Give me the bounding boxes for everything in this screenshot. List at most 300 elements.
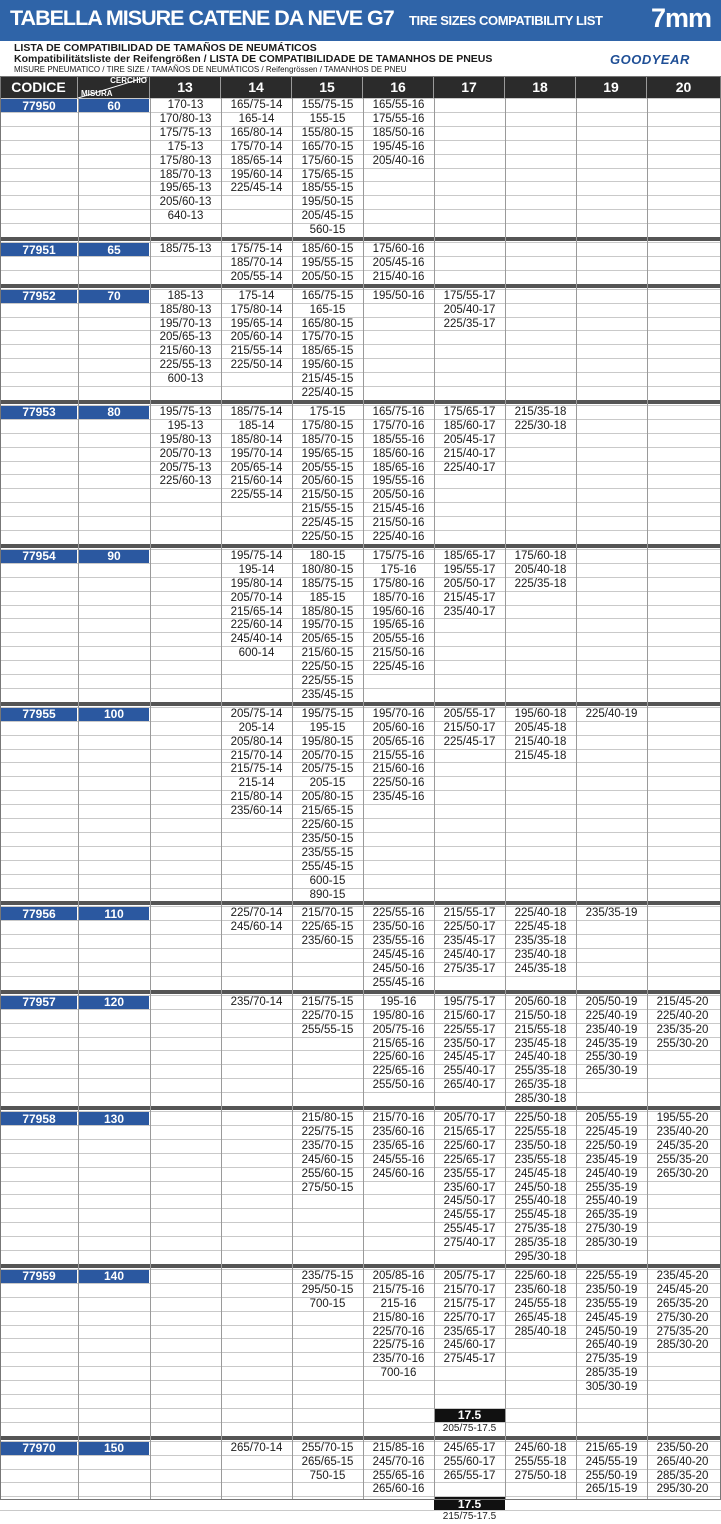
tire-size: 245/40-14 <box>230 633 283 646</box>
tire-size: 215/55-18 <box>514 1023 567 1036</box>
tire-size: 225/45-15 <box>301 517 354 530</box>
tire-size: 175/60-18 <box>514 549 567 562</box>
tire-size: 275/35-17 <box>443 963 496 975</box>
tire-size: 205/50-15 <box>301 270 354 283</box>
chain-measure: 150 <box>79 1442 149 1455</box>
tire-size: 700-15 <box>309 1297 346 1310</box>
tire-size: 215/60-14 <box>230 475 283 488</box>
tire-size: 225/45-14 <box>230 182 283 195</box>
tire-size: 205/50-16 <box>372 489 425 502</box>
tire-size: 175/60-16 <box>372 243 425 255</box>
tire-size: 295/50-15 <box>301 1283 354 1296</box>
tire-size: 225/60-17 <box>443 1139 496 1152</box>
table-row <box>0 1510 721 1524</box>
tire-size: 205/60-13 <box>159 196 212 209</box>
tire-size: 205/45-17 <box>443 433 496 446</box>
product-code: 77950 <box>1 99 77 112</box>
tire-size: 255/65-16 <box>372 1469 425 1482</box>
tire-size: 285/30-18 <box>514 1093 567 1106</box>
tire-size: 185/70-16 <box>372 591 425 604</box>
chain-measure: 70 <box>79 290 149 303</box>
tire-size: 195/50-16 <box>372 289 425 302</box>
tire-size: 180-15 <box>309 549 346 562</box>
tire-size: 205/45-18 <box>514 721 567 734</box>
tire-size: 215/60-17 <box>443 1009 496 1022</box>
tire-size: 215/70-17 <box>443 1283 496 1296</box>
tire-size: 235/45-20 <box>656 1269 709 1282</box>
tire-size: 225/40-17 <box>443 461 496 474</box>
tire-size: 245/65-17 <box>443 1441 496 1454</box>
tire-size: 205/55-15 <box>301 461 354 474</box>
subtitle-spanish: LISTA DE COMPATIBILIDAD DE TAMAÑOS DE NEUMÁTICOS <box>14 42 317 54</box>
tire-size: 275/35-18 <box>514 1223 567 1236</box>
tire-size: 255/35-18 <box>514 1065 567 1078</box>
tire-size: 205/65-14 <box>230 461 283 474</box>
chain-measure: 110 <box>79 907 149 920</box>
tire-size: 155/80-15 <box>301 126 354 139</box>
tire-size: 205/55-19 <box>585 1112 638 1124</box>
tire-size: 265/35-19 <box>585 1209 638 1222</box>
tire-size: 235/50-16 <box>372 921 425 934</box>
tire-size: 215/60-16 <box>372 763 425 776</box>
chain-measure: 90 <box>79 550 149 563</box>
chain-measure: 100 <box>79 708 149 721</box>
tire-size: 285/35-20 <box>656 1469 709 1482</box>
tire-size: 205/75-15 <box>301 763 354 776</box>
tire-size: 255/60-15 <box>301 1167 354 1180</box>
tire-size: 185/65-14 <box>230 154 283 167</box>
rim-17-5-badge: 17.5 <box>434 1497 505 1510</box>
tire-size: 195-13 <box>167 419 204 432</box>
tire-size: 225/75-16 <box>372 1339 425 1352</box>
tire-size: 235/40-17 <box>443 605 496 618</box>
column-divider <box>505 98 506 1500</box>
tire-size: 155-15 <box>309 112 346 125</box>
tire-size: 285/35-18 <box>514 1237 567 1250</box>
tire-size: 215/80-14 <box>230 791 283 804</box>
tire-size: 225/70-17 <box>443 1311 496 1324</box>
tire-size: 185/75-13 <box>159 243 212 255</box>
tire-size: 215/45-15 <box>301 373 354 386</box>
tire-size: 245/35-19 <box>585 1037 638 1050</box>
tire-size: 205/55-14 <box>230 270 283 283</box>
tire-size: 225/65-15 <box>301 921 354 934</box>
tire-size: 205/50-19 <box>585 995 638 1008</box>
tire-size: 195/50-15 <box>301 196 354 209</box>
chain-thickness: 7mm <box>650 3 711 33</box>
tire-size: 165/75-16 <box>372 405 425 418</box>
tire-size: 205/45-16 <box>372 256 425 269</box>
tire-size: 225/50-18 <box>514 1112 567 1124</box>
tire-size: 175/60-15 <box>301 154 354 167</box>
tire-size: 195/75-17 <box>443 995 496 1008</box>
tire-size: 215/75-15 <box>301 995 354 1008</box>
tire-size: 195-14 <box>238 563 275 576</box>
tire-size: 235/45-15 <box>301 688 354 701</box>
tire-size: 295/30-20 <box>656 1483 709 1496</box>
rim-column-header-19: 19 <box>576 76 647 98</box>
table-row <box>0 1394 721 1408</box>
tire-size: 215/55-17 <box>443 907 496 920</box>
tire-size: 235/50-15 <box>301 832 354 845</box>
tire-size: 245/55-19 <box>585 1455 638 1468</box>
tire-size: 205/40-16 <box>372 154 425 167</box>
table-row <box>0 948 721 962</box>
tire-size: 205/85-16 <box>372 1269 425 1282</box>
tire-size: 255/45-18 <box>514 1209 567 1222</box>
tire-size: 235/55-16 <box>372 935 425 948</box>
tire-size: 245/60-18 <box>514 1441 567 1454</box>
tire-size: 265/70-14 <box>230 1441 283 1454</box>
tire-size: 235/40-19 <box>585 1023 638 1036</box>
tire-size: 205/75-13 <box>159 461 212 474</box>
tire-size: 225/40-20 <box>656 1009 709 1022</box>
tire-size: 245/50-18 <box>514 1181 567 1194</box>
tire-size: 225/40-18 <box>514 907 567 920</box>
tire-size: 205/70-14 <box>230 591 283 604</box>
tire-size: 265/40-20 <box>656 1455 709 1468</box>
tire-size: 255/40-18 <box>514 1195 567 1208</box>
chain-measure: 60 <box>79 99 149 112</box>
tire-size: 195/60-14 <box>230 168 283 181</box>
tire-size: 225/60-13 <box>159 475 212 488</box>
tire-size: 245/60-14 <box>230 921 283 934</box>
tire-size: 255/60-17 <box>443 1455 496 1468</box>
chain-measure: 130 <box>79 1112 149 1125</box>
tire-size: 215/75-14 <box>230 763 283 776</box>
tire-size: 225/55-18 <box>514 1125 567 1138</box>
tire-size: 175/80-13 <box>159 154 212 167</box>
tire-size: 255/55-15 <box>301 1023 354 1036</box>
tire-size: 245/45-16 <box>372 949 425 962</box>
tire-size: 205/80-14 <box>230 735 283 748</box>
tire-size: 215/55-15 <box>301 503 354 516</box>
tire-size: 245/45-19 <box>585 1311 638 1324</box>
tire-size: 255/40-17 <box>443 1065 496 1078</box>
tire-size: 215/50-17 <box>443 721 496 734</box>
tire-size: 175/70-14 <box>230 140 283 153</box>
tire-size: 235/40-20 <box>656 1125 709 1138</box>
tire-size: 215/60-15 <box>301 647 354 660</box>
tire-size: 225/60-18 <box>514 1269 567 1282</box>
tire-size: 265/40-19 <box>585 1339 638 1352</box>
tire-size: 195/60-15 <box>301 359 354 372</box>
subtitle-tire-size: MISURE PNEUMATICO / TIRE SIZE / TAMAÑOS DE NEUMÁTICOS / Reifengrössen / TAMANHOS DE PNEU <box>14 65 407 74</box>
tire-size: 175-13 <box>167 140 204 153</box>
tire-size: 185/55-16 <box>372 433 425 446</box>
tire-size: 175-15 <box>309 405 346 418</box>
rim-label: CERCHIO <box>110 76 147 85</box>
tire-size: 215/60-13 <box>159 345 212 358</box>
tire-size: 175/75-13 <box>159 126 212 139</box>
chain-measure: 65 <box>79 243 149 256</box>
group-separator <box>0 284 721 288</box>
tire-size: 205/65-16 <box>372 735 425 748</box>
tire-size: 175/70-16 <box>372 419 425 432</box>
rim-column-header-14: 14 <box>221 76 292 98</box>
tire-size: 225/60-16 <box>372 1051 425 1064</box>
tire-size: 245/35-18 <box>514 963 567 975</box>
subtitle-german-portuguese: Kompatibilitätsliste der Reifengrößen / LISTA DE COMPATIBILIDADE DE TAMANHOS DE PNEUS <box>14 53 493 65</box>
tire-size: 235/75-15 <box>301 1269 354 1282</box>
tire-size: 265/45-18 <box>514 1311 567 1324</box>
tire-size: 225/55-17 <box>443 1023 496 1036</box>
tire-size: 235/60-16 <box>372 1125 425 1138</box>
tire-size: 165/75-15 <box>301 289 354 302</box>
tire-size: 185/80-15 <box>301 605 354 618</box>
tire-size: 225/35-17 <box>443 317 496 330</box>
tire-size: 255/30-19 <box>585 1051 638 1064</box>
tire-size: 165/80-14 <box>230 126 283 139</box>
tire-size: 215/65-19 <box>585 1441 638 1454</box>
tire-size: 235/60-14 <box>230 805 283 818</box>
tire-size: 195/80-16 <box>372 1009 425 1022</box>
tire-size: 175/80-16 <box>372 577 425 590</box>
tire-size: 225/75-15 <box>301 1125 354 1138</box>
column-divider <box>363 98 364 1500</box>
tire-size: 185-15 <box>309 591 346 604</box>
tire-size: 235/45-18 <box>514 1037 567 1050</box>
tire-size: 215/45-18 <box>514 749 567 762</box>
tire-size: 255/70-15 <box>301 1441 354 1454</box>
tire-size: 185/70-13 <box>159 168 212 181</box>
rim-column-header-18: 18 <box>505 76 576 98</box>
tire-size: 225/70-15 <box>301 1009 354 1022</box>
tire-size: 225/50-19 <box>585 1139 638 1152</box>
group-separator <box>0 990 721 994</box>
tire-size: 225/30-18 <box>514 419 567 432</box>
tire-size: 180/80-15 <box>301 563 354 576</box>
tire-size: 195/65-13 <box>159 182 212 195</box>
tire-size: 235/45-16 <box>372 791 425 804</box>
tire-size: 255/45-17 <box>443 1223 496 1236</box>
tire-size: 205-14 <box>238 721 275 734</box>
tire-size: 245/70-16 <box>372 1455 425 1468</box>
tire-size: 235/70-16 <box>372 1353 425 1366</box>
tire-size: 750-15 <box>309 1469 346 1482</box>
tire-size: 175/75-16 <box>372 549 425 562</box>
tire-size: 195-16 <box>380 995 417 1008</box>
tire-size: 285/30-20 <box>656 1339 709 1352</box>
tire-size: 255/35-20 <box>656 1153 709 1166</box>
tire-size: 185/75-15 <box>301 577 354 590</box>
tire-size: 235/45-19 <box>585 1153 638 1166</box>
tire-size: 195/75-15 <box>301 707 354 720</box>
tire-size: 195/70-13 <box>159 317 212 330</box>
tire-size: 235/35-18 <box>514 935 567 948</box>
tire-size: 265/30-19 <box>585 1065 638 1078</box>
tire-size: 215/40-18 <box>514 735 567 748</box>
tire-size: 165/80-15 <box>301 317 354 330</box>
tire-size: 225/55-13 <box>159 359 212 372</box>
tire-size: 225/45-19 <box>585 1125 638 1138</box>
tire-size: 175/70-15 <box>301 331 354 344</box>
tire-size: 205/40-18 <box>514 563 567 576</box>
tire-size: 265/55-17 <box>443 1469 496 1482</box>
tire-size: 215/50-15 <box>301 489 354 502</box>
product-code: 77956 <box>1 907 77 920</box>
rim-column-header-13: 13 <box>150 76 221 98</box>
tire-size: 175/80-14 <box>230 303 283 316</box>
tire-size: 235/65-17 <box>443 1325 496 1338</box>
tire-size: 245/60-16 <box>372 1167 425 1180</box>
measure-label: MISURA <box>81 89 113 98</box>
tire-size: 175/75-14 <box>230 243 283 255</box>
tire-size: 185/50-16 <box>372 126 425 139</box>
tire-size: 225/40-16 <box>372 531 425 543</box>
tire-size: 225/45-17 <box>443 735 496 748</box>
tire-size: 215/45-20 <box>656 995 709 1008</box>
chain-measure: 80 <box>79 406 149 419</box>
tire-size: 225/60-14 <box>230 619 283 632</box>
tire-size: 265/40-17 <box>443 1079 496 1092</box>
tire-size: 255/55-18 <box>514 1455 567 1468</box>
tire-size: 215-16 <box>380 1297 417 1310</box>
tire-size: 225/40-19 <box>585 1009 638 1022</box>
tire-size: 215/80-15 <box>301 1112 354 1124</box>
tire-size: 185-14 <box>238 419 275 432</box>
tire-size: 235/35-20 <box>656 1023 709 1036</box>
tire-size: 245/60-17 <box>443 1339 496 1352</box>
tire-size: 170/80-13 <box>159 112 212 125</box>
tire-size: 225/55-16 <box>372 907 425 920</box>
tire-size: 205/45-15 <box>301 210 354 223</box>
group-separator <box>0 702 721 706</box>
rim-column-header-15: 15 <box>292 76 363 98</box>
tire-size: 165/70-15 <box>301 140 354 153</box>
tire-size: 255/50-16 <box>372 1079 425 1092</box>
tire-size: 205/65-13 <box>159 331 212 344</box>
tire-size: 165-14 <box>238 112 275 125</box>
tire-size: 175-16 <box>380 563 417 576</box>
goodyear-logo <box>610 50 708 68</box>
tire-size: 185/70-14 <box>230 256 283 269</box>
tire-size: 225/50-15 <box>301 531 354 543</box>
table-row <box>0 1408 721 1422</box>
tire-size: 215/50-16 <box>372 647 425 660</box>
tire-size: 215/75-16 <box>372 1283 425 1296</box>
tire-size: 215/55-14 <box>230 345 283 358</box>
column-divider <box>434 98 435 1500</box>
tire-size: 185/65-17 <box>443 549 496 562</box>
tire-size: 245/45-17 <box>443 1051 496 1064</box>
tire-size: 205/55-16 <box>372 633 425 646</box>
tire-size: 265/60-16 <box>372 1483 425 1496</box>
tire-size: 205/60-16 <box>372 721 425 734</box>
tire-size: 195/75-13 <box>159 405 212 418</box>
tire-size: 215/65-17 <box>443 1125 496 1138</box>
column-header-row <box>0 76 721 98</box>
tire-size: 275/45-17 <box>443 1353 496 1366</box>
tire-size: 225/70-16 <box>372 1325 425 1338</box>
tire-size: 215/80-16 <box>372 1311 425 1324</box>
tire-size: 275/30-20 <box>656 1311 709 1324</box>
tire-size: 560-15 <box>309 224 346 237</box>
tire-size: 235/35-19 <box>585 907 638 920</box>
tire-size: 265/65-15 <box>301 1455 354 1468</box>
tire-size-17-5: 205/75-17.5 <box>442 1422 497 1434</box>
tire-size: 245/45-20 <box>656 1283 709 1296</box>
tire-size: 235/45-17 <box>443 935 496 948</box>
tire-size: 195/70-15 <box>301 619 354 632</box>
tire-size: 205-15 <box>309 777 346 790</box>
tire-size: 225/50-15 <box>301 661 354 674</box>
tire-size: 215/45-17 <box>443 591 496 604</box>
tire-size: 205/75-16 <box>372 1023 425 1036</box>
tire-size: 195/65-14 <box>230 317 283 330</box>
tire-size: 245/40-17 <box>443 949 496 962</box>
tire-size: 225/35-18 <box>514 577 567 590</box>
product-code: 77951 <box>1 243 77 256</box>
tire-size: 235/50-18 <box>514 1139 567 1152</box>
tire-size: 285/40-18 <box>514 1325 567 1338</box>
tire-size: 235/70-14 <box>230 995 283 1008</box>
tire-size: 295/30-18 <box>514 1251 567 1263</box>
tire-size: 205/75-14 <box>230 707 283 720</box>
tire-size: 155/75-15 <box>301 99 354 111</box>
tire-size: 245/50-16 <box>372 963 425 975</box>
tire-size: 175/55-16 <box>372 112 425 125</box>
tire-size: 185/80-13 <box>159 303 212 316</box>
tire-size: 215/55-16 <box>372 749 425 762</box>
tire-size: 245/60-15 <box>301 1153 354 1166</box>
tire-size: 215/65-15 <box>301 805 354 818</box>
tire-size: 600-15 <box>309 874 346 887</box>
tire-size: 235/40-18 <box>514 949 567 962</box>
tire-size: 195/70-14 <box>230 447 283 460</box>
tire-size: 235/60-15 <box>301 935 354 948</box>
product-code: 77955 <box>1 708 77 721</box>
tire-size: 215/50-16 <box>372 517 425 530</box>
column-divider <box>221 98 222 1500</box>
tire-size: 215/75-17 <box>443 1297 496 1310</box>
tire-size: 225/55-19 <box>585 1269 638 1282</box>
tire-size: 235/55-17 <box>443 1167 496 1180</box>
tire-size: 225/50-14 <box>230 359 283 372</box>
tire-size: 245/55-18 <box>514 1297 567 1310</box>
table-row <box>0 962 721 976</box>
group-separator <box>0 1106 721 1110</box>
tire-size: 235/55-18 <box>514 1153 567 1166</box>
table-row <box>0 1422 721 1436</box>
tire-size: 195/55-16 <box>372 475 425 488</box>
tire-size: 700-16 <box>380 1367 417 1380</box>
group-separator <box>0 237 721 241</box>
tire-size: 235/55-15 <box>301 846 354 859</box>
tire-size: 305/30-19 <box>585 1381 638 1394</box>
tire-size: 175/80-15 <box>301 419 354 432</box>
tire-size: 195-15 <box>309 721 346 734</box>
tire-size: 255/50-19 <box>585 1469 638 1482</box>
column-divider <box>78 98 79 1500</box>
code-column-header: CODICE <box>0 76 78 98</box>
tire-size: 215/35-18 <box>514 405 567 418</box>
tire-size: 245/40-19 <box>585 1167 638 1180</box>
tire-size: 225/50-16 <box>372 777 425 790</box>
product-code: 77953 <box>1 406 77 419</box>
tire-size: 215/40-16 <box>372 270 425 283</box>
brand-name: GOODYEAR <box>610 51 690 67</box>
tire-size: 195/65-16 <box>372 619 425 632</box>
tire-size: 195/80-15 <box>301 735 354 748</box>
tire-size: 215/70-14 <box>230 749 283 762</box>
tire-size: 265/35-20 <box>656 1297 709 1310</box>
chain-measure: 140 <box>79 1270 149 1283</box>
tire-size: 185/60-17 <box>443 419 496 432</box>
tire-size: 195/60-16 <box>372 605 425 618</box>
tire-size: 195/70-16 <box>372 707 425 720</box>
tire-size: 195/55-15 <box>301 256 354 269</box>
